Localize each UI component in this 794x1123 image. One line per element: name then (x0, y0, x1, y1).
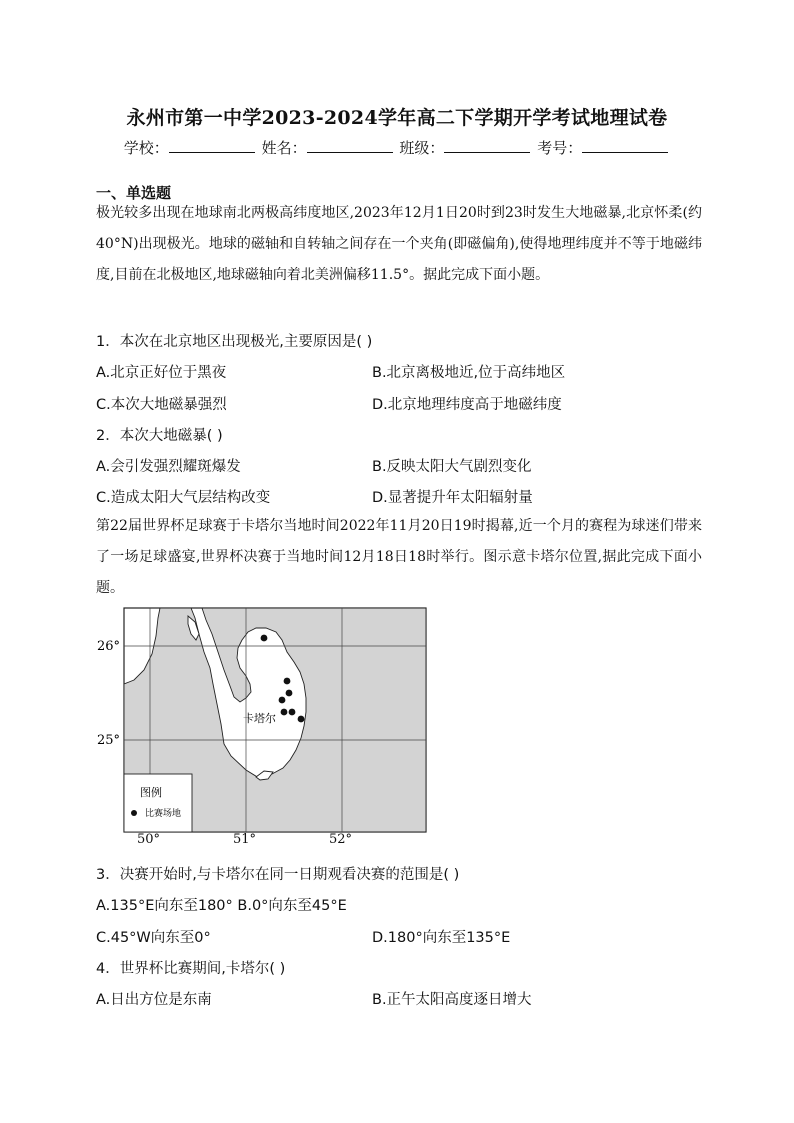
exam-number-label: 考号： (537, 139, 583, 157)
lon-label-52: 52° (329, 832, 353, 847)
name-label: 姓名： (261, 139, 307, 157)
question-3-option-c[interactable]: C.45°W向东至0° (96, 930, 211, 946)
question-3-stem: 3．决赛开始时,与卡塔尔在同一日期观看决赛的范围是( ) (96, 867, 460, 883)
exam-number-blank[interactable] (582, 138, 668, 153)
question-1-option-c[interactable]: C.本次大地磁暴强烈 (96, 397, 227, 413)
country-label: 卡塔尔 (243, 712, 276, 725)
map-legend (124, 774, 192, 832)
question-2-option-d[interactable]: D.显著提升年太阳辐射量 (372, 490, 533, 506)
question-2-stem: 2．本次大地磁暴( ) (96, 428, 223, 444)
question-3-options-ab[interactable]: A.135°E向东至180° B.0°向东至45°E (96, 898, 347, 914)
stadium-marker (261, 635, 268, 642)
name-blank[interactable] (307, 138, 393, 153)
legend-title: 图例 (140, 786, 162, 799)
lat-label-25: 25° (96, 733, 120, 748)
question-2-option-b[interactable]: B.反映太阳大气剧烈变化 (372, 459, 532, 475)
lon-labels-row (0, 832, 794, 850)
lon-label-51: 51° (233, 832, 257, 847)
section-title: 一、单选题 (96, 184, 172, 202)
question-4-stem: 4．世界杯比赛期间,卡塔尔( ) (96, 961, 286, 977)
class-blank[interactable] (444, 138, 530, 153)
question-2-option-a[interactable]: A.会引发强烈耀斑爆发 (96, 459, 241, 475)
question-4-option-a[interactable]: A.日出方位是东南 (96, 992, 212, 1008)
stadium-marker (284, 678, 291, 685)
question-1-option-a[interactable]: A.北京正好位于黑夜 (96, 365, 227, 381)
legend-stadium-symbol (131, 810, 137, 816)
question-4-option-b[interactable]: B.正午太阳高度逐日增大 (372, 992, 532, 1008)
question-1-stem: 1．本次在北京地区出现极光,主要原因是( ) (96, 334, 373, 350)
stadium-marker (281, 709, 288, 716)
class-label: 班级： (399, 139, 445, 157)
question-1-option-d[interactable]: D.北京地理纬度高于地磁纬度 (372, 397, 562, 413)
question-2-option-c[interactable]: C.造成太阳大气层结构改变 (96, 490, 271, 506)
legend-item-label: 比赛场地 (145, 809, 182, 819)
question-3-option-d[interactable]: D.180°向东至135°E (372, 930, 511, 946)
stadium-marker (279, 697, 286, 704)
stadium-marker (298, 716, 305, 723)
lon-label-50: 50° (137, 832, 161, 847)
lat-label-26: 26° (96, 639, 120, 654)
exam-title: 永州市第一中学2023-2024学年高二下学期开学考试地理试卷 (126, 107, 668, 129)
stadium-marker (289, 709, 296, 716)
school-label: 学校： (123, 139, 169, 157)
student-info-row (0, 137, 794, 158)
passage-world-cup: 第22届世界杯足球赛于卡塔尔当地时间2022年11月20日19时揭幕,近一个月的赛程为球迷们带来了一场足球盛宴,世界杯决赛于当地时间12月18日18时举行。图示意卡塔尔位置,据此完成下面小题。 (96, 518, 702, 596)
question-1-option-b[interactable]: B.北京离极地近,位于高纬地区 (372, 365, 566, 381)
qatar-location-map (96, 604, 430, 836)
passage-aurora: 极光较多出现在地球南北两极高纬度地区,2023年12月1日20时到23时发生大地磁暴,北京怀柔(约40°N)出现极光。地球的磁轴和自转轴之间存在一个夹角(即磁偏角),使得地理纬度并不等于地磁纬度,目前在北极地区,地球磁轴向着北美洲偏移11.5°。据此完成下面小题。 (96, 205, 702, 283)
stadium-marker (286, 690, 293, 697)
school-blank[interactable] (169, 138, 255, 153)
